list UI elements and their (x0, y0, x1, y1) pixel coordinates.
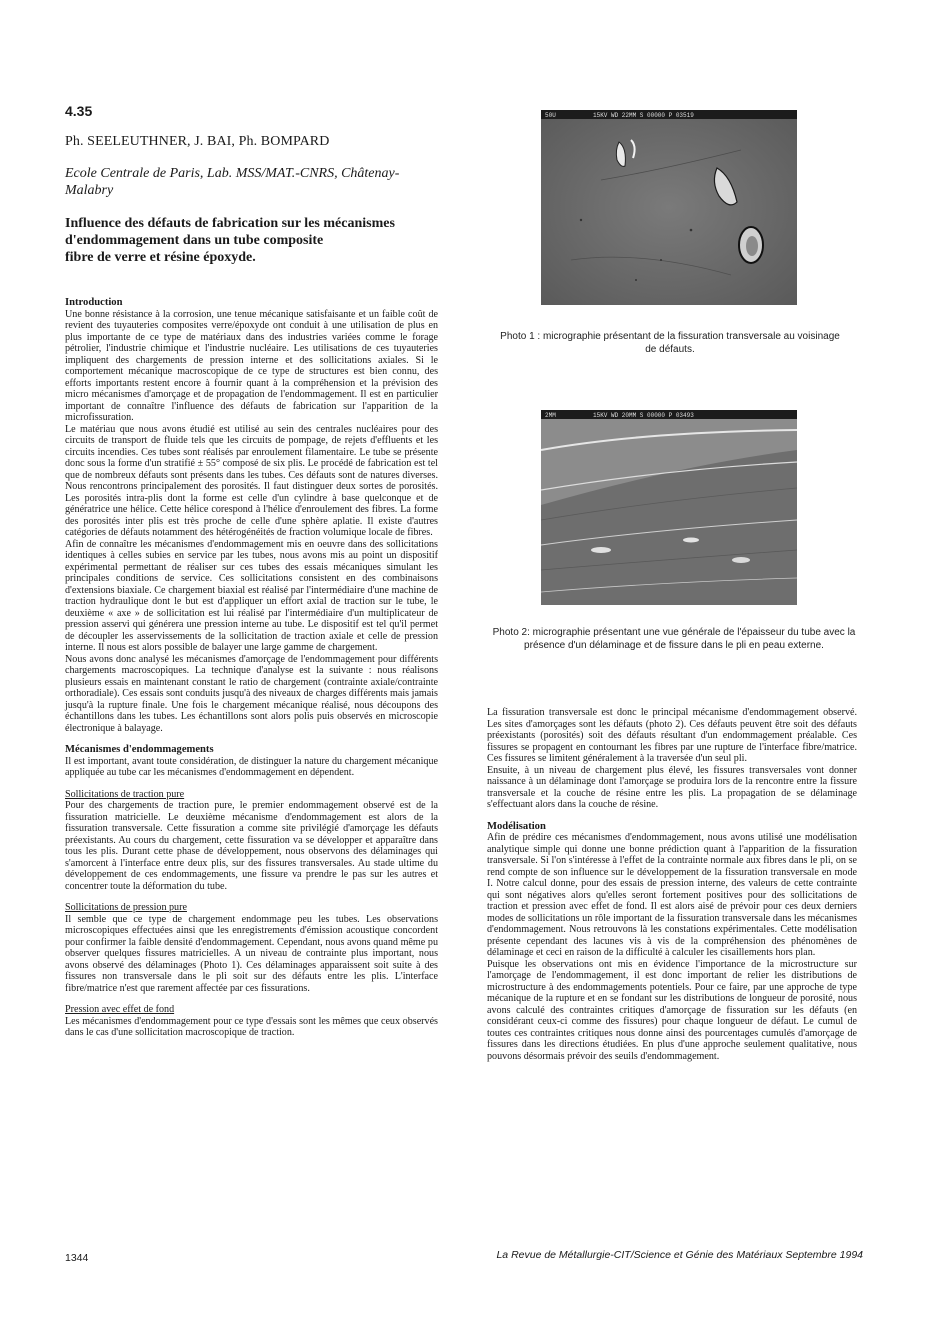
photo1-info-label: 15KV WD 22MM S 00000 P 03519 (593, 112, 694, 119)
article-number: 4.35 (65, 103, 93, 119)
photo-1-micrograph (541, 110, 797, 305)
paragraph: Ensuite, à un niveau de chargement plus élevé, les fissures transversales vont donner naissance à un délaminage dont l'amorçage se produira lors de la rencontre entre la fissure transversale et la couche de résine entre les plis. La propagation de se délaminage s'effectuant alors dans la couche de résine. (487, 764, 857, 810)
page-number: 1344 (65, 1252, 89, 1264)
section-heading: Introduction (65, 297, 123, 308)
photo2-scale-label: 2MM (545, 412, 556, 419)
paragraph: Le matériau que nous avons étudié est utilisé au sein des centrales nucléaires pour des circuits de transport de fluide tels que les circuits de pompage, de rejets d'effluents et les circuits incendies. Ces tubes sont réalisés par enroulement filamentaire. Le tube se présente donc sous la forme d'un stratifié ± 55° composé de six plis. Le procédé de fabrication est tel que de nombreux défauts sont présents dans les tubes. Ces défauts sont de natures diverses. Nous rencontrons principalement des porosités. Il faut distinguer deux sortes de porosités. Les porosités intra-plis dont la forme est celle d'un cylindre à base quelconque et de génératrice une hélice. Cette hélice corespond à l'hélice d'enroulement des fibres. La forme des porosités inter plis est très proche de celle d'une sphère aplatie. Il existe d'autres catégories de défauts notamment des hétérogénéités de fraction volumique locale de fibres. (65, 423, 438, 538)
paragraph: Nous avons donc analysé les mécanismes d'amorçage de l'endommagement pour différents chargements macroscopiques. La technique d'analyse est la suivante : nous réalisons plusieurs essais en maintenant constant le ratio de chargement (contrainte axiale/contrainte orthoradiale). Ces essais sont conduits jusqu'à des niveaux de charges différents mais jamais jusqu'à la rupture finale. Une fois le chargement mécanique réalisé, nous découpons des échantillons dans les tubes. Les échantillons sont alors polis puis observés en microscopie électronique à balayage. (65, 653, 438, 734)
subsection-heading: Sollicitations de pression pure (65, 902, 187, 913)
affiliation: Ecole Centrale de Paris, Lab. MSS/MAT.-CNRS, Châtenay-Malabry (65, 166, 400, 198)
photo-1-caption: Photo 1 : micrographie présentant de la fissuration transversale au voisinage de défauts. (500, 331, 840, 355)
subsection-heading: Pression avec effet de fond (65, 1004, 175, 1015)
right-column (487, 707, 857, 1062)
spacer (487, 811, 857, 821)
micrograph-2-image (541, 410, 797, 605)
photo1-scale-label: 50U (545, 112, 556, 119)
paragraph: Il semble que ce type de chargement endommage peu les tubes. Les observations microscopiques effectuées ainsi que les enregistrements d'émission acoustique concordent pour confirmer la faible densité d'endommagement. Cependant, nous avons quand même pu observer quelques fissures matricielles. A un niveau de contrainte plus important, nous avons observé des délaminages (Photo 1). Ces délaminages apparaissent soit suite à des fissures non transversale dans le pli soit sur des défauts entre les plis. L'interface fibre/matrice n'est que rarement affectée par ces fissurations. (65, 913, 438, 994)
title-line: fibre de verre et résine époxyde. (65, 250, 256, 265)
photo-2-caption: Photo 2: micrographie présentant une vue générale de l'épaisseur du tube avec la présence d'un délaminage et de fissure dans le pli en peau externe. (492, 627, 856, 651)
subsection-heading: Sollicitations de traction pure (65, 788, 185, 800)
paragraph: Afin de prédire ces mécanismes d'endommagement, nous avons utilisé une modélisation analytique simple qui donne une bonne prédiction quant à l'apparition de la fissuration transversale. Si l'on s'intéresse à l'effet de la contrainte normale aux fibres dans le pli, on se rend compte de son influence sur le développement de la fissuration transversale en mode I. Notre calcul donne, pour des essais de pression interne, des valeurs de cette contrainte qui sont négatives alors qu'elles seront fortement positives pour des sollicitations de traction et pression avec effet de fond. Il est alors aisé de prévoir pour ces deux derniers modes de sollicitations un rôle important de la fissuration transversale dans les mécanismes d'endommagement. Nous retrouvons là les constations expérimentales. Cette modélisation présente cependant des lacunes vis à vis de la compréhension des phénomènes de délaminage et ceci en raison de la difficulté à calculer les cisaillements hors plan. (487, 832, 857, 958)
paragraph: Les mécanismes d'endommagement pour ce type d'essais sont les mêmes que ceux observés dans le cas d'une sollicitation macroscopique de traction. (65, 1015, 438, 1038)
paragraph: Il est important, avant toute considération, de distinguer la nature du chargement mécanique appliquée au tube car les mécanismes d'endommagement en dépendent. (65, 755, 438, 778)
micrograph-1-image (541, 110, 797, 305)
left-column (65, 297, 438, 1039)
spacer (65, 734, 438, 744)
title-line: d'endommagement dans un tube composite (65, 233, 324, 248)
paragraph: Pour des chargements de traction pure, le premier endommagement observé est de la fissuration matricielle. Le deuxième mécanisme d'endommagement est alors de la fissuration transversale. Cette fissuration a comme site privilégié d'amorçage les défauts préexistants. Au cours du chargement, cette fissuration va se développer et apparaître dans tous les plis. Durant cette phase de développement, nous observons des délaminages qui s'amorcent à l'interface entre deux plis, sur des fissures transversales. Au stade ultime du développement de ces endommagements, une fissure va prendre le pas sur les autres et concentrer toute la déformation du tube. (65, 800, 438, 892)
title-line: Influence des défauts de fabrication sur les mécanismes (65, 216, 395, 231)
article-title (65, 215, 425, 266)
authors: Ph. SEELEUTHNER, J. BAI, Ph. BOMPARD (65, 134, 330, 149)
photo-2-micrograph (541, 410, 797, 605)
section-heading: Mécanismes d'endommagements (65, 744, 214, 755)
paragraph: La fissuration transversale est donc le principal mécanisme d'endommagement observé. Les sites d'amorçages sont les défauts (photo 2). Ces défauts peuvent être soit des défauts préexistants (porosités) soit des défauts résultant d'un endommagement préalable. Ces fissures se propagent en contournant les fibres par une rupture de l'interface fibre/matrice. Ces fissures se limitent généralement à la traversée d'un seul pli. (487, 707, 857, 764)
paragraph: Afin de connaître les mécanismes d'endommagement mis en oeuvre dans des sollicitations identiques à celles subies en service par les tubes, nous avons mis au point un dispositif expérimental permettant de réaliser sur ces tubes des essais mécaniques simulant les principales conditions de service. Ces sollicitations consistent en des combinaisons d'extensions biaxiale. Ce chargement biaxial est réalisé par l'intermédiaire d'une machine de traction hydraulique dont le but est d'appliquer un effort axial de traction sur le tube, le deuxième « axe » de sollicitation est lui réalisé par l'intermédiaire d'un multiplicateur de pression asservi qui générera une pression interne au tube. Le dispositif est tel qu'il permet de découpler les asservissements de la sollicitation de traction axiale et celle de pression interne. Il nous est alors possible de balayer une large gamme de chargement. (65, 538, 438, 653)
journal-footer: La Revue de Métallurgie-CIT/Science et Génie des Matériaux Septembre 1994 (496, 1249, 863, 1261)
paragraph: Puisque les observations ont mis en évidence l'importance de la microstructure sur l'amorçage de l'endommagement, il est donc important de relier les distributions de microstructure à des endommagements potentiels. Pour ce faire, par une approche de type mécanique de la rupture et en se fondant sur les distributions de longueur de porosité, nous avons calculé des contraintes critiques d'amorçage de fissuration sur les défauts (en considérant ceux-ci comme des fissures) pour chaque longueur de défaut. Le cumul de toutes ces contraintes critiques nous donne ainsi des pourcentages cumulés d'amorçage de fissures dans les directions étudiées. En plus d'une approche seulement qualitative, nous pouvons désormais prévoir des seuils d'endommagement. (487, 958, 857, 1062)
spacer (65, 994, 438, 1004)
photo2-info-label: 15KV WD 20MM S 00000 P 03493 (593, 412, 694, 419)
spacer (65, 779, 438, 789)
spacer (65, 892, 438, 902)
paragraph: Une bonne résistance à la corrosion, une tenue mécanique satisfaisante et un faible coût de revient des tuyauteries composites verre/époxyde ont conduit à une utilisation de plus en plus importante de ce type de matériaux dans des industries variées comme le forage pétrolier, l'industrie chimique et l'industrie nucléaire. Les utilisations de ces tuyauteries impliquent des chargements de pression interne et des sollicitations axiales. Si le comportement mécanique macroscopique de ce type de structures est bien connu, des efforts importants restent encore à fournir quant à la compréhension et la prévision des micro mécanismes d'amorçage et de propagation de l'endommagement. Il est en particulier important de connaître l'influence des défauts de fabrication sur l'apparition de la microfissuration. (65, 308, 438, 423)
section-heading: Modélisation (487, 820, 546, 832)
